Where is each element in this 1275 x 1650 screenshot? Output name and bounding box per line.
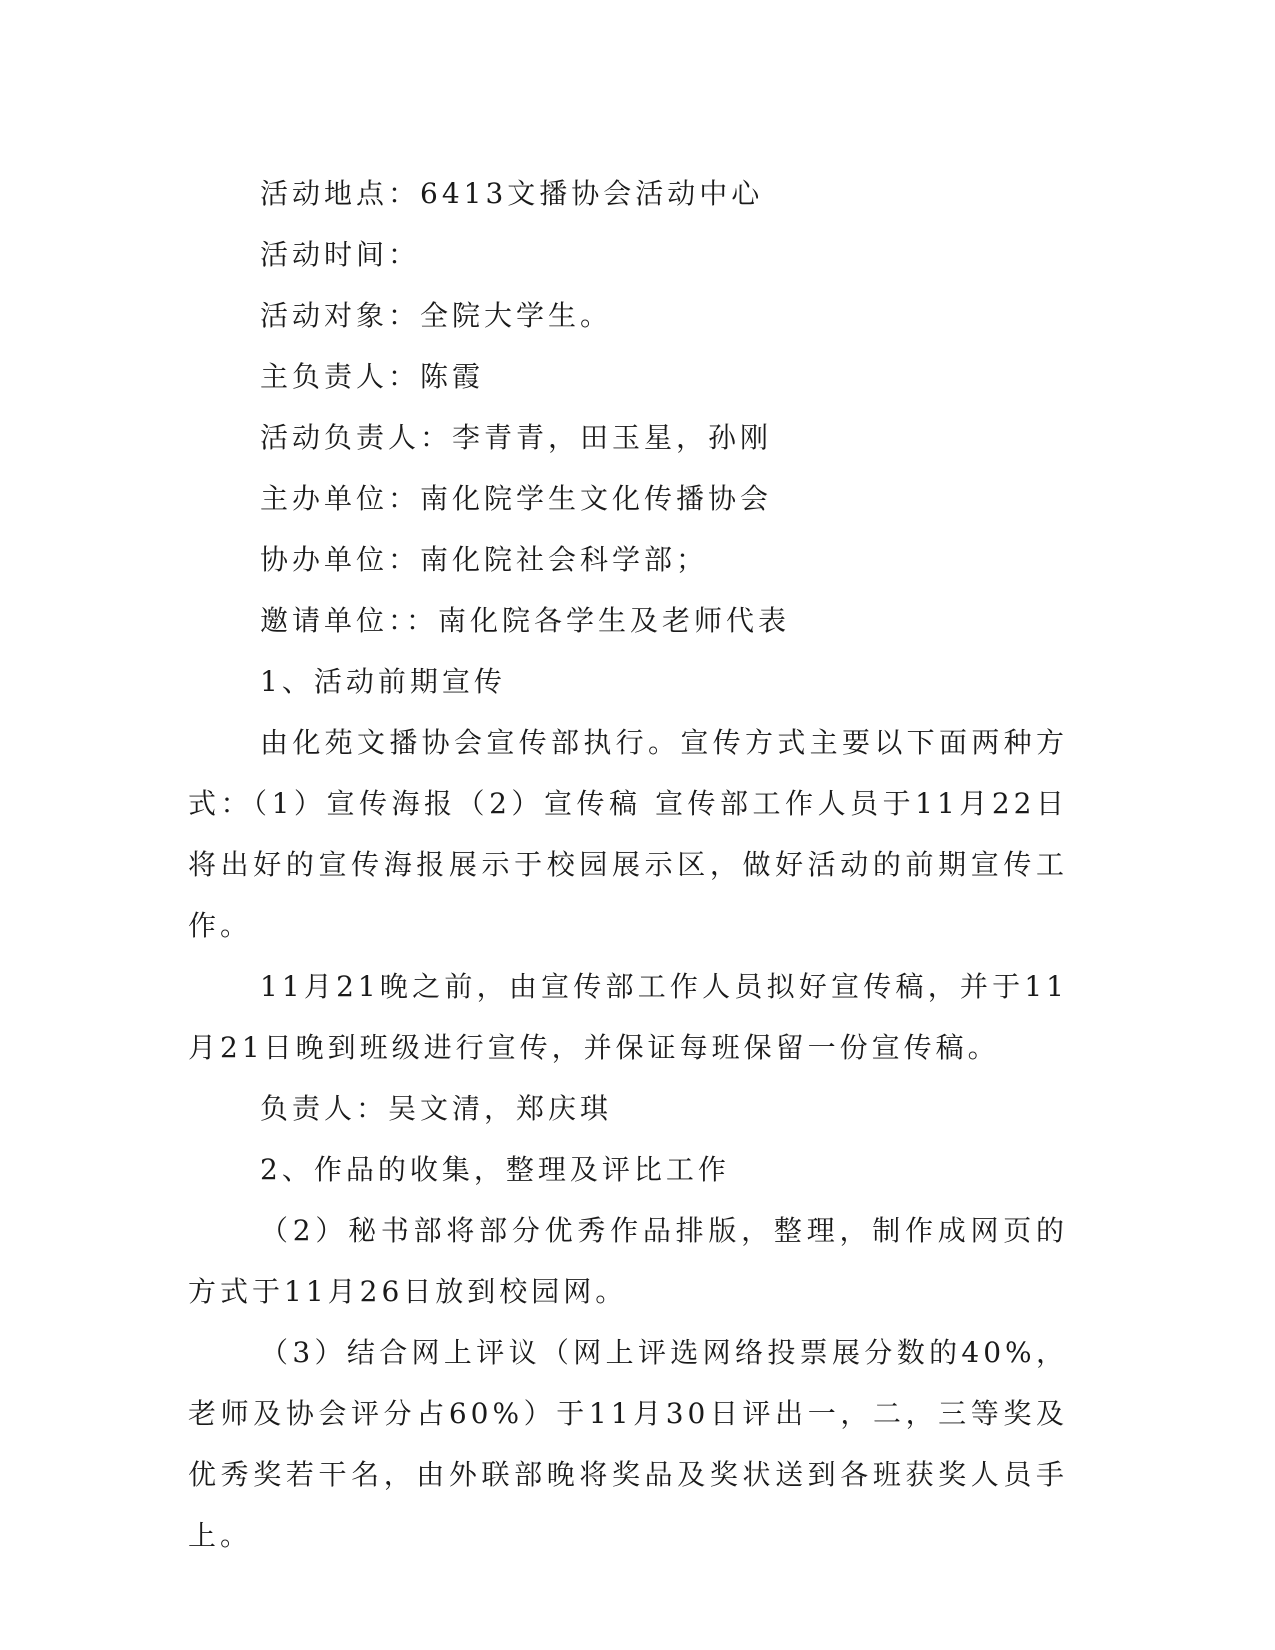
document-body bbox=[188, 163, 1068, 1566]
activity-persons-in-charge: 活动负责人：李青青，田玉星，孙刚 bbox=[260, 421, 773, 454]
publicity-responsible: 负责人：吴文清，郑庆琪 bbox=[260, 1092, 613, 1125]
co-organizer: 协办单位：南化院社会科学部； bbox=[260, 543, 709, 576]
section-1-heading: 1、活动前期宣传 bbox=[260, 665, 506, 698]
section-2-heading: 2、作品的收集，整理及评比工作 bbox=[260, 1153, 730, 1186]
draft-paragraph: 11月21晚之前，由宣传部工作人员拟好宣传稿，并于11月21日晚到班级进行宣传，并保证每班保留一份宣传稿。 bbox=[188, 970, 1068, 1064]
activity-target: 活动对象：全院大学生。 bbox=[260, 299, 613, 332]
item-2-paragraph: （2）秘书部将部分优秀作品排版，整理，制作成网页的方式于11月26日放到校园网。 bbox=[188, 1214, 1068, 1308]
invited-units: 邀请单位：：南化院各学生及老师代表 bbox=[260, 604, 791, 637]
publicity-paragraph: 由化苑文播协会宣传部执行。宣传方式主要以下面两种方式：（1）宣传海报（2）宣传稿 宣传部工作人员于11月22日将出好的宣传海报展示于校园展示区，做好活动的前期宣传工作。 bbox=[188, 726, 1068, 942]
main-person-in-charge: 主负责人：陈霞 bbox=[260, 360, 485, 393]
activity-location: 活动地点：6413文播协会活动中心 bbox=[260, 177, 764, 210]
organizer: 主办单位：南化院学生文化传播协会 bbox=[260, 482, 773, 515]
activity-time: 活动时间： bbox=[260, 238, 421, 271]
item-3-paragraph: （3）结合网上评议（网上评选网络投票展分数的40%，老师及协会评分占60%）于11月30日评出一，二，三等奖及优秀奖若干名，由外联部晚将奖品及奖状送到各班获奖人员手上。 bbox=[188, 1336, 1068, 1552]
